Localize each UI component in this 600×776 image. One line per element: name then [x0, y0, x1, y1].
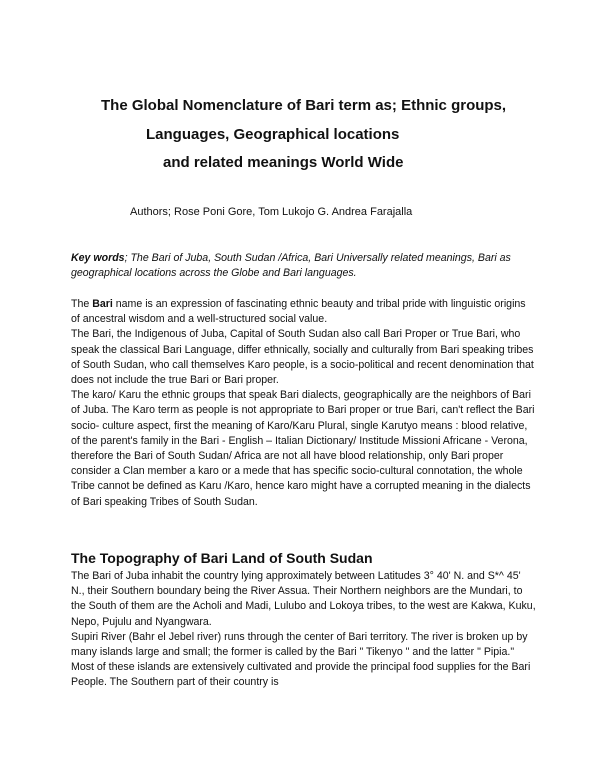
intro-paragraph-1-text: name is an expression of fascinating ethnic beauty and tribal pride with linguistic origins of ancestral wisdom and a well-structured social value. — [71, 298, 526, 326]
keywords-paragraph — [71, 251, 536, 281]
intro-paragraph-3: The karo/ Karu the ethnic groups that speak Bari dialects, geographically are the neighbors of Bari of Juba. The Karo term as people is not appropriate to Bari proper or true Bari, can't reflect the Bari socio- culture aspect, first the meaning of Karo/Karu Plural, single Karutyo means : blood relative, of the parent's family in the Bari - English – Italian Dictionary/ Institude Missioni Africane - Verona, therefore the Bari of South Sudan/ Africa are not all have blood relationship, only Bari proper consider a Clan member a karo or a mede that has specific socio-cultural connotation, the whole Tribe cannot be defined as Karu /Karo, hence karo might have a corrupted meaning in the dialects of Bari speaking Tribes of South Sudan. — [71, 389, 535, 508]
intro-section — [71, 297, 536, 510]
bari-bold-term: Bari — [92, 298, 113, 310]
topography-paragraph-2: Supiri River (Bahr el Jebel river) runs through the center of Bari territory. The river is broken up by many islands large and small; the former is called by the Bari " Tikenyo " and the latter " Pipia." Most of these islands are extensively cultivated and provide the principal food supplies for the Bari People. The Southern part of their country is — [71, 630, 531, 689]
keywords-text: ; The Bari of Juba, South Sudan /Africa, Bari Universally related meanings, Bari as geographical locations across the Globe and Bari languages. — [71, 252, 511, 280]
intro-paragraph-2: The Bari, the Indigenous of Juba, Capital of South Sudan also call Bari Proper or True Bari, who speak the classical Bari Language, differ ethnically, socially and culturally from Bari speaking tribes of South Sudan, who call themselves Karo people, is a socio-political and recent denomination that does not include the true Bari or Bari proper. — [71, 328, 534, 387]
paper-title-line-2: Languages, Geographical locations — [146, 126, 400, 143]
paper-title-line-1: The Global Nomenclature of Bari term as; Ethnic groups, — [101, 97, 507, 114]
section-heading: The Topography of Bari Land of South Sudan — [71, 550, 373, 566]
topography-section — [71, 569, 536, 691]
authors-line: Authors; Rose Poni Gore, Tom Lukojo G. Andrea Farajalla — [130, 206, 413, 218]
intro-lead: The — [71, 298, 93, 310]
topography-paragraph-1: The Bari of Juba inhabit the country lying approximately between Latitudes 3° 40' N. and S*^ 45' N., their Southern boundary being the River Assua. Their Northern neighbors are the Mundari, to the South of them are the Acholi and Madi, Lulubo and Lokoya tribes, to the west are Kakwa, Kuku, Nepo, Pujulu and Nyangwara. — [71, 570, 536, 628]
paper-title-line-3: and related meanings World Wide — [163, 154, 404, 171]
intro-paragraph-1 — [71, 297, 536, 327]
keywords-label: Key words — [71, 252, 125, 264]
